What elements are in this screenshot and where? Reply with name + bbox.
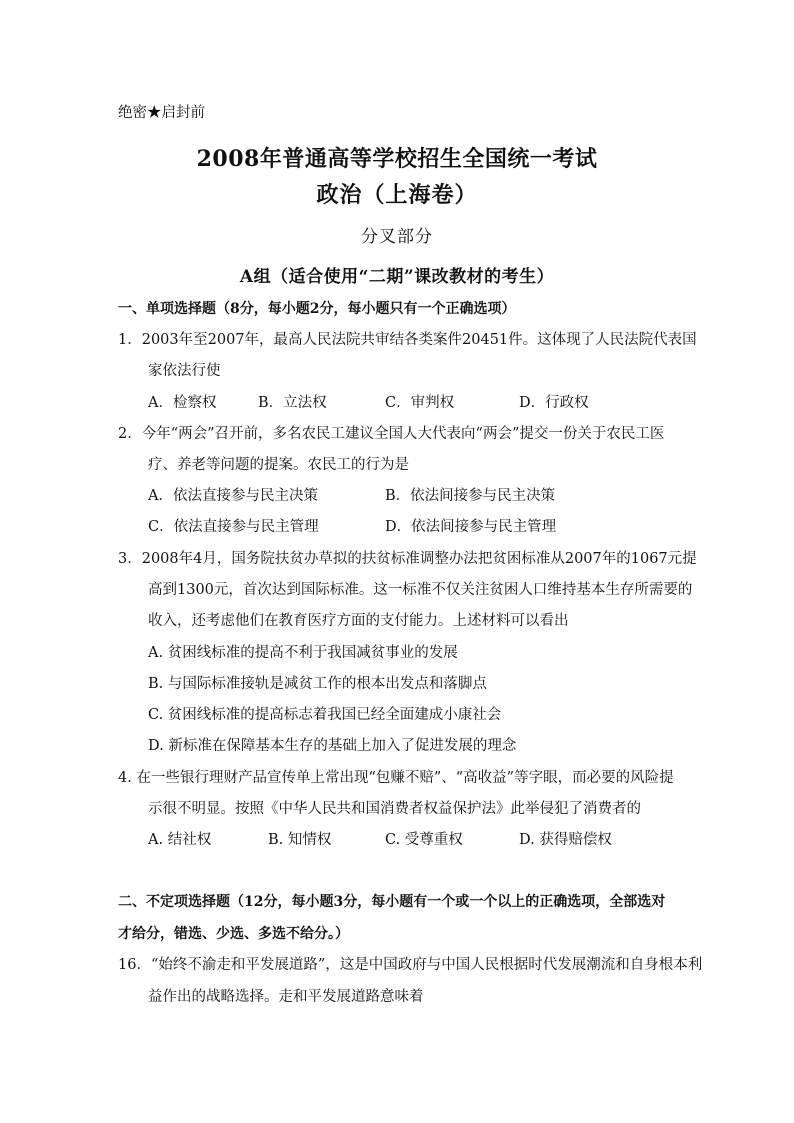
q3-option-a: A. 贫困线标准的提高不利于我国减贫事业的发展 bbox=[148, 645, 458, 661]
group-heading: A组（适合使用“二期”课改教材的考生） bbox=[239, 267, 555, 287]
q2-option-c: C．依法直接参与民主管理 bbox=[148, 519, 319, 535]
q1-line2: 家依法行使 bbox=[148, 363, 221, 379]
q2-option-a: A．依法直接参与民主决策 bbox=[148, 488, 318, 504]
q2-line1: 2．今年“两会”召开前，多名农民工建议全国人大代表向“两会”提交一份关于农民工医 bbox=[118, 426, 665, 442]
exam-subtitle: 政治（上海卷） bbox=[316, 182, 478, 208]
exam-title: 2008年普通高等学校招生全国统一考试 bbox=[196, 146, 598, 172]
q4-line2: 示很不明显。按照《中华人民共和国消费者权益保护法》此举侵犯了消费者的 bbox=[148, 801, 641, 817]
q3-line1: 3．2008年4月，国务院扶贫办草拟的扶贫标准调整办法把贫困标准从2007年的1067元提 bbox=[118, 551, 697, 567]
q4-option-d: D. 获得赔偿权 bbox=[519, 832, 612, 848]
q4-option-b: B. 知情权 bbox=[268, 832, 332, 848]
section1-heading: 一、单项选择题（8分，每小题2分，每小题只有一个正确选项） bbox=[118, 301, 516, 317]
q1-option-b: B．立法权 bbox=[258, 395, 327, 411]
part-heading: 分叉部分 bbox=[361, 227, 433, 247]
q16-line2: 益作出的战略选择。走和平发展道路意味着 bbox=[148, 989, 424, 1005]
q4-line1: 4. 在一些银行理财产品宣传单上常出现“包赚不赔”、“高收益”等字眼，而必要的风险提 bbox=[118, 770, 674, 786]
q3-option-c: C. 贫困线标准的提高标志着我国已经全面建成小康社会 bbox=[148, 707, 502, 723]
q3-line2: 高到1300元，首次达到国际标准。这一标准不仅关注贫困人口维持基本生存所需要的 bbox=[148, 582, 693, 598]
q1-option-a: A．检察权 bbox=[148, 395, 217, 411]
q1-line1: 1．2003年至2007年，最高人民法院共审结各类案件20451件。这体现了人民法院代表国 bbox=[118, 332, 697, 348]
q3-option-d: D. 新标准在保障基本生存的基础上加入了促进发展的理念 bbox=[148, 738, 517, 754]
q1-option-d: D．行政权 bbox=[519, 395, 589, 411]
q2-line2: 疗、养老等问题的提案。农民工的行为是 bbox=[148, 457, 409, 473]
q3-line3: 收入，还考虑他们在教育医疗方面的支付能力。上述材料可以看出 bbox=[148, 613, 569, 629]
section2-heading-line1: 二、不定项选择题（12分，每小题3分，每小题有一个或一个以上的正确选项，全部选对 bbox=[118, 894, 666, 910]
q16-line1: 16．“始终不渝走和平发展道路”，这是中国政府与中国人民根据时代发展潮流和自身根本利 bbox=[118, 957, 703, 973]
q4-option-a: A. 结社权 bbox=[148, 832, 212, 848]
q1-option-c: C．审判权 bbox=[385, 395, 455, 411]
confidential-label: 绝密★启封前 bbox=[118, 105, 205, 121]
q2-option-d: D．依法间接参与民主管理 bbox=[385, 519, 557, 535]
section2-heading-line2: 才给分，错选、少选、多选不给分。） bbox=[118, 926, 349, 942]
q3-option-b: B. 与国际标准接轨是减贫工作的根本出发点和落脚点 bbox=[148, 676, 487, 692]
q4-option-c: C. 受尊重权 bbox=[385, 832, 463, 848]
q2-option-b: B．依法间接参与民主决策 bbox=[385, 488, 556, 504]
